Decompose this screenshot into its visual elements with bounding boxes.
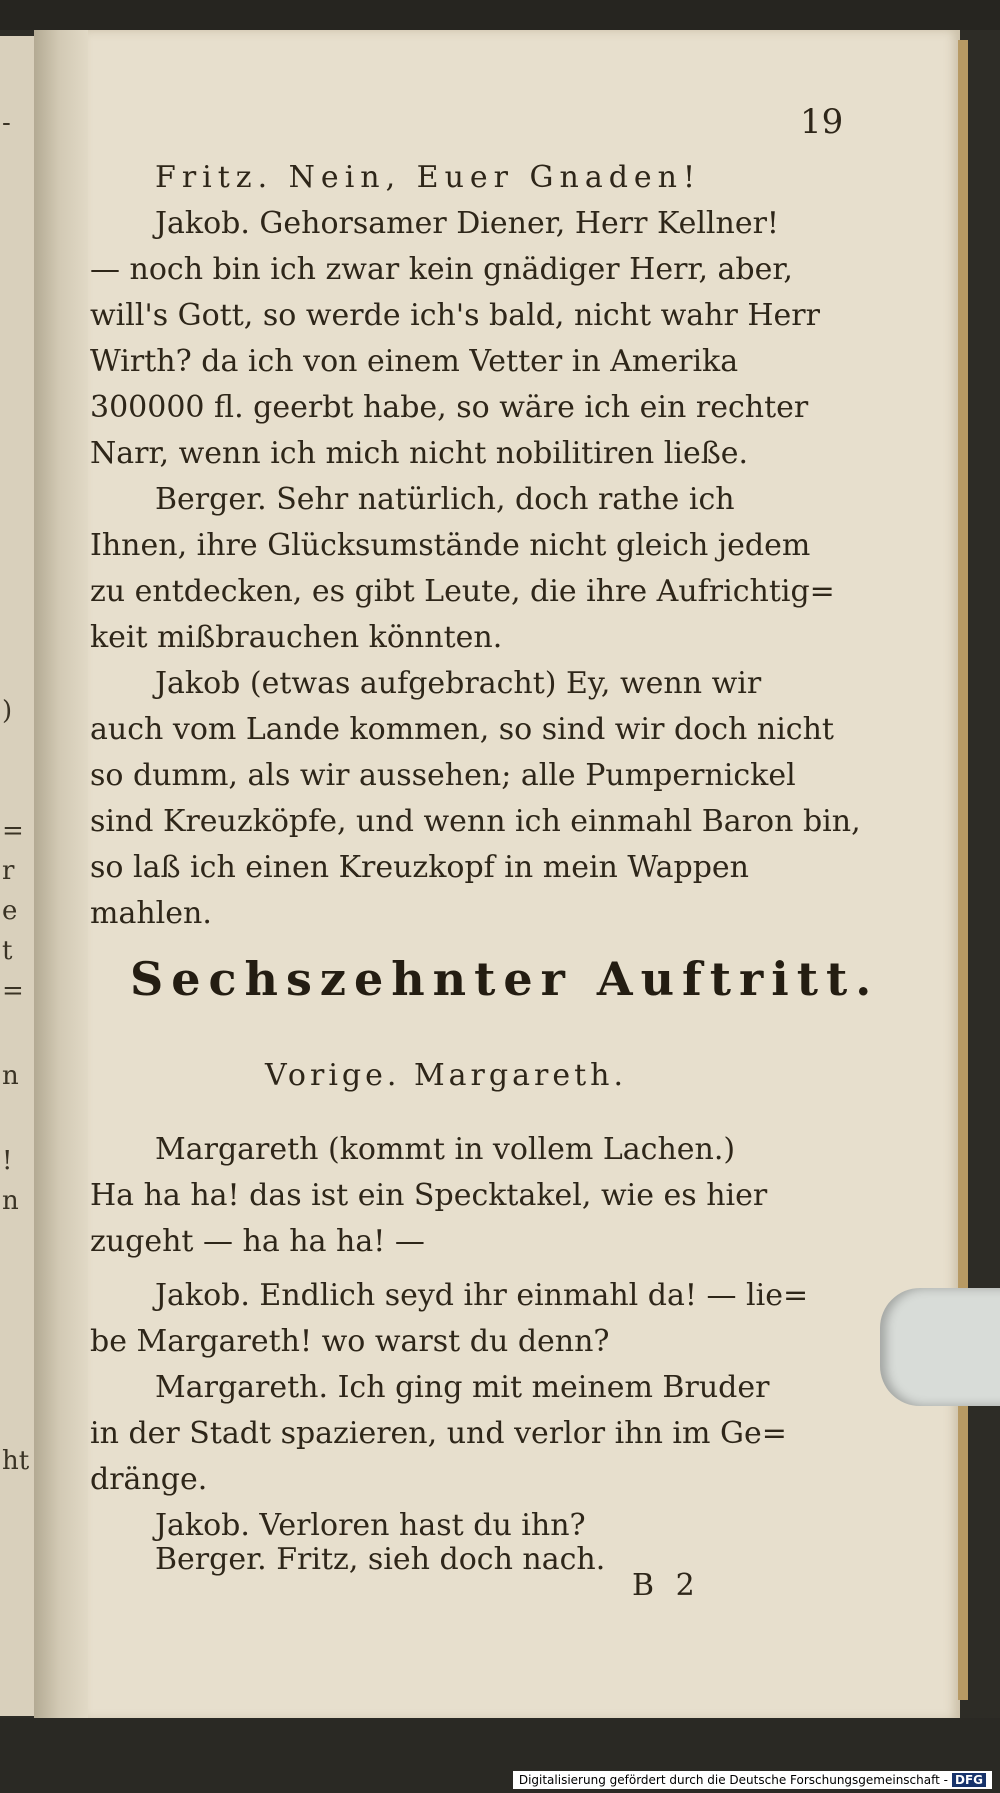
text-line: keit mißbrauchen könnten. <box>90 620 503 655</box>
scan-background-top <box>0 0 1000 30</box>
text-line: Berger. Fritz, sieh doch nach. <box>155 1542 606 1577</box>
text-line: be Margareth! wo warst du denn? <box>90 1324 610 1359</box>
left-page-fragment: = <box>2 976 24 1006</box>
text-line: Ihnen, ihre Glücksumstände nicht gleich jedem <box>90 528 811 563</box>
text-line: so dumm, als wir aussehen; alle Pumpernickel <box>90 758 796 793</box>
left-page-fragment: n <box>2 1061 19 1091</box>
page-edge <box>958 40 968 1700</box>
scene-heading: Sechszehnter Auftritt. <box>130 952 880 1006</box>
page-clip <box>880 1288 1000 1406</box>
text-line: Ha ha ha! das ist ein Specktakel, wie es hier <box>90 1178 768 1213</box>
text-line: Jakob. Gehorsamer Diener, Herr Kellner! <box>155 206 779 241</box>
left-page-fragment: ) <box>2 696 13 726</box>
text-line: in der Stadt spazieren, und verlor ihn im Ge= <box>90 1416 787 1451</box>
text-line: Berger. Sehr natürlich, doch rathe ich <box>155 482 735 517</box>
left-page-fragment: = <box>2 816 24 846</box>
text-line: zugeht — ha ha ha! — <box>90 1224 425 1259</box>
left-page-fragment: ht <box>2 1446 30 1476</box>
book-gutter <box>34 30 90 1720</box>
text-line: so laß ich einen Kreuzkopf in mein Wappen <box>90 850 750 885</box>
left-page-fragment: e <box>2 896 18 926</box>
left-page-fragment: r <box>2 856 15 886</box>
text-line: zu entdecken, es gibt Leute, die ihre Aufrichtig= <box>90 574 835 609</box>
text-line: — noch bin ich zwar kein gnädiger Herr, aber, <box>90 252 793 287</box>
left-page-fragment: ! <box>2 1146 13 1176</box>
left-page-fragment: t <box>2 936 13 966</box>
text-line: Margareth. Ich ging mit meinem Bruder <box>155 1370 770 1405</box>
left-page-fragment: n <box>2 1186 19 1216</box>
left-page-fragment: - <box>2 108 11 138</box>
text-line: Narr, wenn ich mich nicht nobilitiren ließe. <box>90 436 749 471</box>
text-line: sind Kreuzköpfe, und wenn ich einmahl Baron bin, <box>90 804 861 839</box>
text-line: Jakob. Verloren hast du ihn? <box>155 1508 586 1543</box>
text-line: Jakob. Endlich seyd ihr einmahl da! — lie= <box>155 1278 809 1313</box>
page-number: 19 <box>800 102 844 142</box>
text-line: Margareth (kommt in vollem Lachen.) <box>155 1132 736 1167</box>
signature-mark: B 2 <box>632 1568 701 1603</box>
text-line: auch vom Lande kommen, so sind wir doch nicht <box>90 712 834 747</box>
text-line: Wirth? da ich von einem Vetter in Amerika <box>90 344 739 379</box>
text-line: Jakob (etwas aufgebracht) Ey, wenn wir <box>155 666 762 701</box>
text-line: dränge. <box>90 1462 208 1497</box>
stage-direction: Vorige. Margareth. <box>265 1058 627 1093</box>
left-page-edge <box>0 36 36 1716</box>
text-line: 300000 fl. geerbt habe, so wäre ich ein rechter <box>90 390 809 425</box>
text-line: Fritz. Nein, Euer Gnaden! <box>155 160 702 195</box>
text-line: mahlen. <box>90 896 212 931</box>
credit-text: Digitalisierung gefördert durch die Deutsche Forschungsgemeinschaft - <box>518 1773 948 1787</box>
text-line: will's Gott, so werde ich's bald, nicht wahr Herr <box>90 298 820 333</box>
dfg-logo: DFG <box>952 1773 986 1787</box>
digitization-credit <box>513 1771 992 1789</box>
